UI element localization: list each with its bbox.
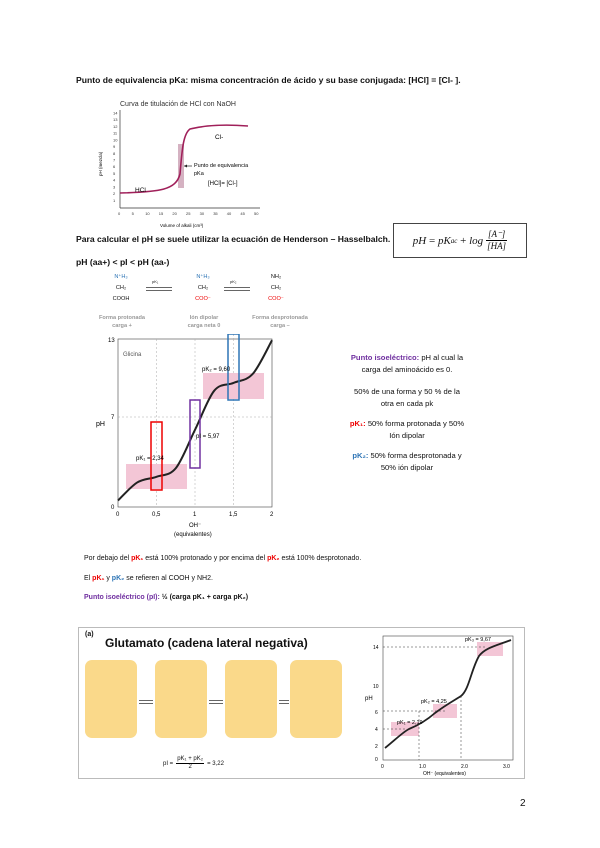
- arrow2-label: pK₂: [230, 279, 237, 284]
- b2-b: y: [104, 575, 112, 582]
- titration-ytick: 3: [113, 184, 116, 190]
- titration-xtick: 0: [118, 211, 121, 216]
- ytick-7: 7: [111, 415, 115, 421]
- titration-xtick: 40: [226, 211, 232, 216]
- b2-pk2: pK₂: [111, 575, 125, 582]
- glu-ytick-14: 14: [373, 645, 379, 651]
- glu-f-frac: [176, 756, 204, 771]
- titration-ytick: 5: [113, 170, 116, 176]
- titration-ytick: 10: [113, 137, 118, 143]
- equivalence-heading: Punto de equivalencia pKa: misma concentración de ácido y su base conjugada: [HCl] = [Cl- ].: [76, 75, 461, 85]
- titration-xtick: 5: [131, 211, 134, 216]
- form2-l3: COO⁻: [195, 296, 211, 302]
- equilibrium-arrow-1: [146, 287, 172, 291]
- caption1-b: carga +: [112, 323, 132, 329]
- titration-xtick: 10: [145, 211, 150, 216]
- panel-tag: (a): [85, 631, 94, 638]
- label-pka: pKa: [194, 171, 204, 177]
- b2-c: se refieren al COOH y NH2.: [124, 575, 213, 582]
- formula-eq: =: [428, 234, 436, 247]
- b3-rest: ½ (carga pK₁ + carga pK₂): [159, 594, 249, 601]
- note-pk2-rest2: 50% ión dipolar: [380, 463, 434, 472]
- xtick-1: 1: [193, 512, 197, 518]
- glycine-xlabel1: OH⁻: [189, 523, 202, 529]
- note-fifty1: 50% de una forma y 50 % de la: [354, 387, 460, 396]
- glu-xtick-0: 0: [381, 764, 384, 770]
- b3-title: Punto isoeléctrico (pI):: [84, 594, 160, 601]
- glu-ytick-2: 2: [375, 744, 378, 750]
- titration-xtick: 20: [172, 211, 177, 216]
- titration-ytick: 8: [113, 150, 116, 156]
- form2-l2: CH₂: [197, 285, 209, 291]
- note-pi-rest2: carga del aminoácido es 0.: [361, 365, 453, 374]
- pk2-label: pK₂ = 9,60: [202, 367, 231, 373]
- glu-form-3: [225, 660, 277, 738]
- glu-f-num: pK₁ + pK₂: [177, 756, 204, 762]
- formula-den: [HA]: [487, 241, 507, 251]
- glu-ytick-10: 10: [373, 684, 379, 690]
- label-cl: Cl-: [215, 134, 224, 141]
- glu-ylabel: pH: [365, 696, 373, 702]
- form2-l1: N⁺H₃: [196, 274, 210, 280]
- bottom-line1: [84, 555, 361, 562]
- titration-ytick: 12: [113, 123, 118, 129]
- pi-label: pI = 5,97: [196, 434, 220, 440]
- glycine-forms: [88, 272, 328, 334]
- form1-l3: COOH: [112, 296, 130, 302]
- formula-pk-sub: ac: [450, 236, 458, 245]
- glu-pk3-label: pK₃ = 9,67: [465, 637, 491, 643]
- note-pi: [327, 352, 487, 376]
- henderson-text: Para calcular el pH se suele utilizar la ecuación de Henderson – Hasselbalch.: [76, 234, 391, 244]
- xtick-2: 2: [270, 512, 274, 518]
- caption-protonated: [86, 314, 158, 330]
- titration-ytick: 4: [113, 177, 116, 183]
- titration-ylabel: pH (mezcla): [98, 151, 103, 176]
- glu-pk2-label: pK₂ = 4,25: [421, 699, 447, 705]
- arrow1-label: pK₁: [152, 279, 159, 284]
- glutamate-panel: [78, 627, 525, 779]
- form3-l2: CH₂: [270, 285, 282, 291]
- glu-xlabel: OH⁻ (equivalentes): [423, 771, 466, 776]
- b2-pk1: pK₁: [92, 575, 105, 582]
- titration-title: Curva de titulación de HCl con NaOH: [120, 101, 236, 108]
- ytick-0: 0: [111, 505, 115, 511]
- note-pi-rest1: pH al cual la: [419, 353, 464, 362]
- titration-xtick: 30: [199, 211, 205, 216]
- note-pk1-rest1: 50% forma protonada y 50%: [365, 419, 465, 428]
- note-fifty2: otra en cada pk: [380, 399, 434, 408]
- titration-xtick: 25: [186, 211, 191, 216]
- label-hcl: HCl: [135, 187, 146, 194]
- caption2-b: carga neta 0: [187, 323, 221, 329]
- xtick-0: 0: [116, 512, 120, 518]
- caption-deprotonated: [240, 314, 320, 330]
- ytick-13: 13: [108, 338, 115, 344]
- label-equivalence-point: Punto de equivalencia: [194, 163, 249, 169]
- titration-xlabel: Volume of alkali (cm³): [160, 223, 204, 228]
- glu-pk1-label: pK₁ = 2,19: [397, 720, 423, 726]
- glycine-ylabel: pH: [96, 421, 105, 428]
- note-pk1-rest2: Ión dipolar: [389, 431, 425, 440]
- form-protonated: [96, 272, 146, 305]
- b1-b: está 100% protonado y por encima del: [143, 555, 268, 562]
- xtick-15: 1,5: [229, 512, 238, 518]
- titration-ytick: 2: [113, 191, 116, 197]
- formula-ph: pH: [412, 234, 427, 247]
- xtick-05: 0,5: [152, 512, 161, 518]
- glu-arrow-2: [209, 700, 223, 704]
- b1-pk2: pK₂: [267, 555, 280, 562]
- caption3-a: Forma desprotonada: [252, 315, 308, 321]
- note-pi-title: Punto isoeléctrico:: [350, 353, 420, 362]
- form1-l2: CH₂: [115, 285, 127, 291]
- henderson-formula: [393, 223, 527, 258]
- glu-form-1: [85, 660, 137, 738]
- glu-f-left: pI =: [163, 760, 174, 767]
- formula-log: log: [469, 234, 484, 247]
- glu-form-4: [290, 660, 342, 738]
- form-dipolar: [178, 272, 228, 305]
- glu-ytick-0: 0: [375, 757, 378, 763]
- caption2-a: Ión dipolar: [189, 315, 219, 321]
- glu-xtick-3: 3.0: [503, 764, 510, 770]
- glutamate-title: Glutamato (cadena lateral negativa): [105, 636, 308, 650]
- form3-l1: NH₂: [270, 274, 282, 280]
- glycine-chart: [88, 334, 288, 544]
- glu-pi-formula: [163, 756, 224, 771]
- glu-curve: [385, 640, 511, 748]
- glu-f-den: 2: [188, 764, 192, 770]
- glu-arrow-1: [139, 700, 153, 704]
- formula-fraction: [486, 229, 507, 252]
- ph-order: pH (aa+) < pI < pH (aa-): [76, 257, 170, 267]
- titration-xtick: 45: [240, 211, 245, 216]
- b2-a: El: [84, 575, 93, 582]
- bottom-line2: [84, 575, 213, 582]
- pk1-label: pK₁ = 2,34: [136, 456, 164, 462]
- note-pk1-title: pK₁:: [349, 419, 366, 428]
- note-pk1: [327, 418, 487, 442]
- b1-a: Por debajo del: [84, 555, 132, 562]
- glutamate-chart: [361, 630, 521, 776]
- caption-dipolar: [168, 314, 240, 330]
- formula-num: [A⁻]: [487, 229, 506, 239]
- glu-form-2: [155, 660, 207, 738]
- note-pk2: [327, 450, 487, 474]
- glycine-label: Glicina: [123, 352, 142, 358]
- glu-arrow-3: [279, 700, 289, 704]
- titration-chart: [90, 96, 270, 231]
- caption1-a: Forma protonada: [99, 315, 145, 321]
- titration-xtick: 35: [213, 211, 218, 216]
- note-pk2-rest1: 50% forma desprotonada y: [368, 451, 462, 460]
- titration-xtick: 15: [158, 211, 164, 216]
- formula-pk: pK: [437, 234, 451, 247]
- page-number: 2: [520, 798, 526, 809]
- titration-xtick: 50: [254, 211, 259, 216]
- form3-l3: COO⁻: [268, 296, 284, 302]
- glu-ytick-4: 4: [375, 727, 378, 733]
- titration-ytick: 14: [113, 110, 118, 116]
- titration-ytick: 13: [113, 117, 118, 123]
- formula-plus: +: [460, 234, 467, 247]
- form1-l1: N⁺H₃: [114, 274, 128, 280]
- titration-ytick: 7: [113, 157, 116, 163]
- glu-f-right: = 3,22: [207, 760, 224, 767]
- note-fifty: [327, 386, 487, 410]
- b1-pk1: pK₁: [131, 555, 144, 562]
- titration-ytick: 9: [113, 144, 116, 150]
- glycine-xlabel2: (equivalentes): [174, 532, 212, 538]
- titration-ytick: 11: [113, 130, 118, 136]
- glu-xtick-2: 2.0: [461, 764, 468, 770]
- form-deprotonated: [251, 272, 301, 305]
- glu-xtick-1: 1.0: [419, 764, 426, 770]
- label-hcl-equals-cl: [HCl]= [Cl-]: [208, 181, 238, 187]
- titration-ytick: 6: [113, 164, 116, 170]
- equilibrium-arrow-2: [224, 287, 250, 291]
- b1-c: está 100% desprotonado.: [279, 555, 362, 562]
- titration-ytick: 1: [113, 197, 116, 203]
- note-pk2-title: pK₂:: [352, 451, 369, 460]
- glu-ytick-6: 6: [375, 710, 378, 716]
- caption3-b: carga –: [270, 323, 290, 329]
- bottom-line3: [84, 594, 248, 601]
